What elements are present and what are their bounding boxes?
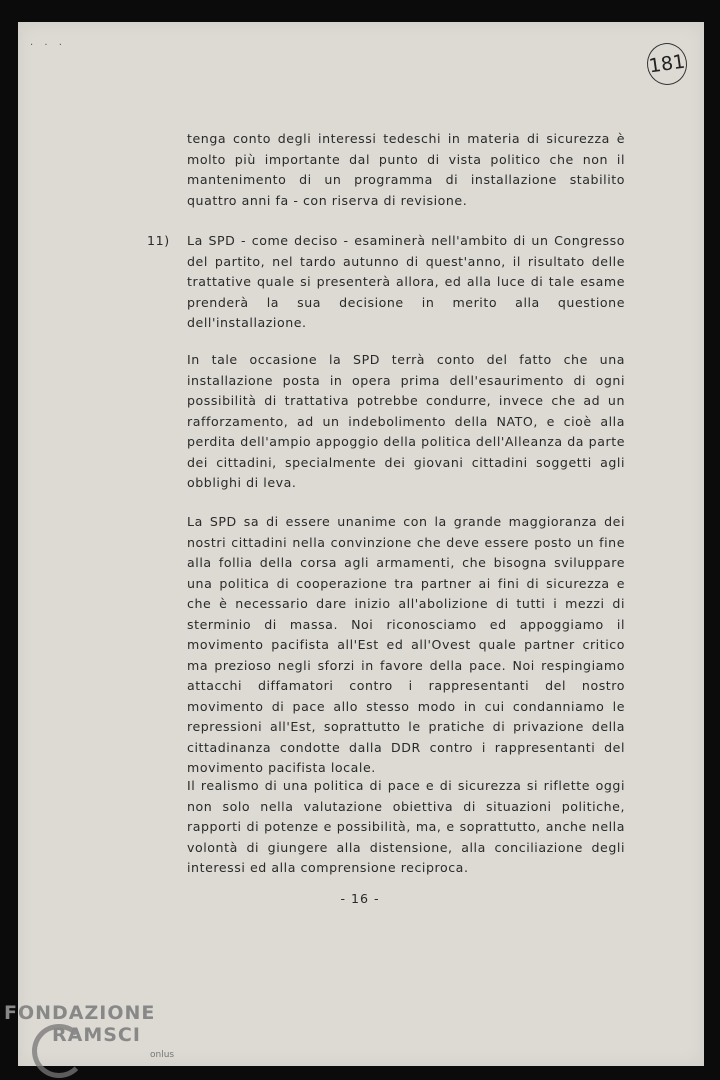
paragraph-5: Il realismo di una politica di pace e di sicurezza si riflette oggi non solo nella valutazione obiettiva di situazioni politiche, rapporti di potenze e possibilità, ma, e soprattutto, anche nella volontà di giungere alla distensione, alla conciliazione degli interessi ed alla comprensione reciproca. <box>187 778 625 875</box>
item-number: 11) <box>147 233 170 248</box>
paragraph-4: La SPD sa di essere unanime con la grande maggioranza dei nostri cittadini nella convinzione che deve essere posto un fine alla follia della corsa agli armamenti, che bisogna sviluppare una politica di cooperazione tra partner ai fini di sicurezza e che è necessario dare inizio all'abolizione di tutti i mezzi di sterminio di massa. Noi riconosciamo ed appoggiamo il movimento pacifista all'Est ed all'Ovest quale partner critico ma prezioso negli sforzi in favore della pace. Noi respingiamo attacchi diffamatori contro i rappresentanti del nostro movimento di pace allo stesso modo in cui condanniamo le repressioni all'Est, soprattutto le pratiche di privazione della cittadinanza condotte dalla DDR contro i rappresentanti del movimento pacifista locale. <box>187 514 625 775</box>
watermark-line1: FONDAZIONE <box>4 1002 156 1024</box>
fondazione-gramsci-watermark <box>4 1002 176 1076</box>
watermark-line2: RAMSCI <box>52 1024 141 1046</box>
handwritten-page-stamp: 181 <box>644 40 689 87</box>
page-number: - 16 - <box>340 891 380 906</box>
paragraph-1: tenga conto degli interessi tedeschi in materia di sicurezza è molto più importante dal punto di vista politico che non il mantenimento di un programma di installazione stabilito quattro anni fa - con riserva di revisione. <box>187 131 625 208</box>
paragraph-3: In tale occasione la SPD terrà conto del fatto che una installazione posta in opera prima dell'esaurimento di ogni possibilità di trattativa potrebbe condurre, invece che ad un rafforzamento, ad un indebolimento della NATO, e cioè alla perdita dell'ampio appoggio della politica dell'Alleanza da parte dei cittadini, specialmente dei giovani cittadini soggetti agli obblighi di leva. <box>187 352 625 490</box>
corner-marks: · · · <box>30 40 66 51</box>
paragraph-2: La SPD - come deciso - esaminerà nell'ambito di un Congresso del partito, nel tardo autunno di quest'anno, il risultato delle trattative quale si presenterà allora, ed alla luce di tale esame prenderà la sua decisione in merito alla questione dell'installazione. <box>187 233 625 330</box>
watermark-line3: onlus <box>150 1050 175 1060</box>
